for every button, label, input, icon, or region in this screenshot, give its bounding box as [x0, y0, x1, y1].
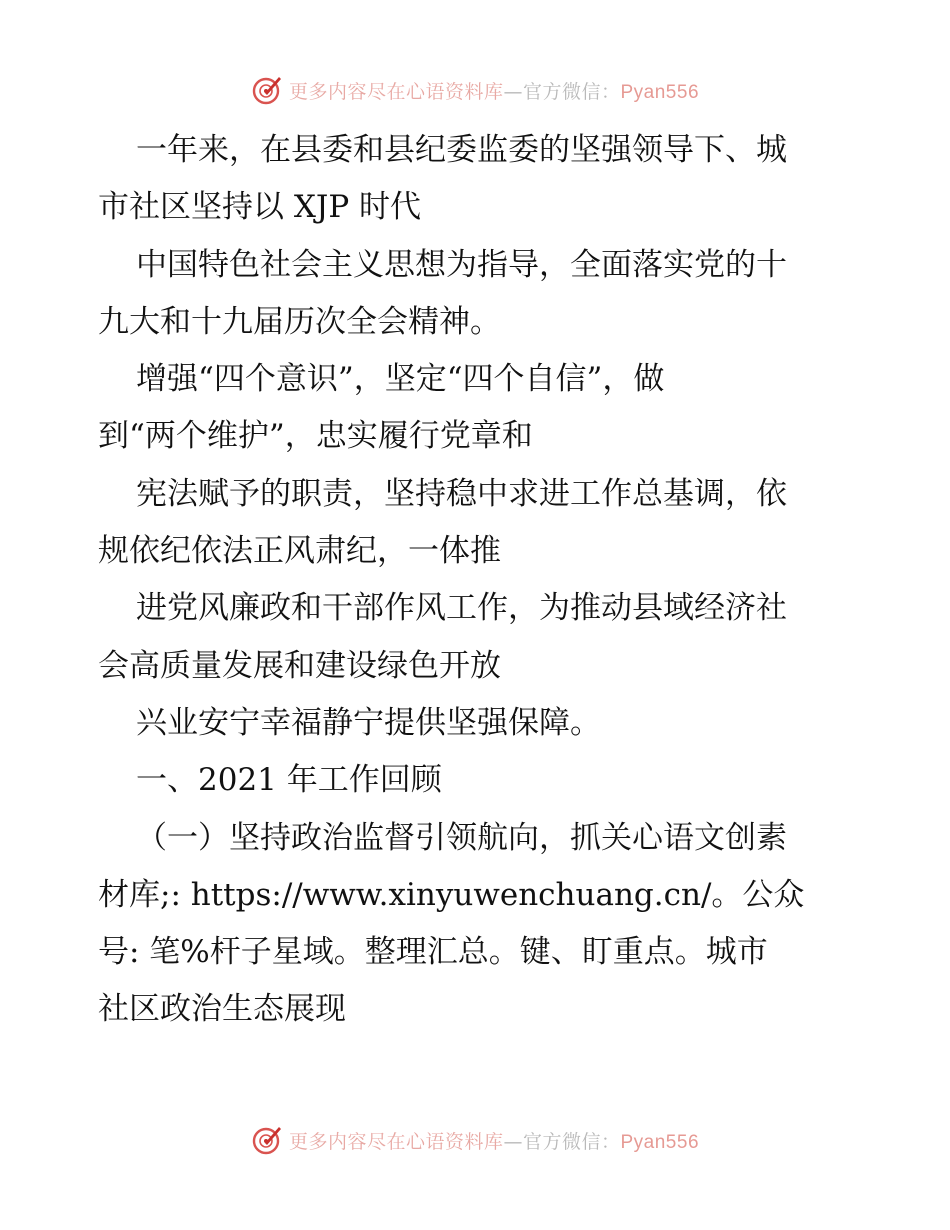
- watermark-wechat-label: 官方微信：: [522, 1130, 621, 1153]
- body-line: （一）坚持政治监督引领航向，抓关心语文创素: [136, 819, 787, 856]
- watermark-text: [289, 1127, 699, 1154]
- body-line: 宪法赋予的职责，坚持稳中求进工作总基调，依: [136, 475, 787, 512]
- document-body: [98, 122, 858, 1039]
- watermark-brand: 更多内容尽在心语资料库: [288, 80, 504, 103]
- watermark-wechat-label: 官方微信：: [522, 80, 621, 103]
- watermark-wechat-id: Pyan556: [620, 81, 700, 103]
- body-line: 号: 笔%杆子星域。整理汇总。键、盯重点。城市: [98, 934, 768, 971]
- body-line: 进党风廉政和干部作风工作，为推动县域经济社: [136, 590, 787, 627]
- body-line: 材库;: https://www.xinyuwenchuang.cn/。公众: [98, 876, 805, 913]
- watermark-text: [289, 77, 699, 104]
- watermark-dash: —: [503, 1130, 523, 1153]
- body-line: 一年来，在县委和县纪委监委的坚强领导下、城: [136, 132, 787, 168]
- body-line: 会高质量发展和建设绿色开放: [98, 647, 501, 684]
- body-line: 增强“四个意识”，坚定“四个自信”，做: [136, 361, 665, 398]
- section-heading: 一、2021 年工作回顾: [136, 762, 442, 799]
- body-line: 社区政治生态展现: [98, 991, 346, 1028]
- body-line: 九大和十九届历次全会精神。: [98, 303, 501, 340]
- watermark-footer: [0, 1120, 950, 1160]
- quill-logo-icon: [251, 74, 283, 106]
- watermark-dash: —: [503, 80, 523, 103]
- watermark-header: [0, 70, 950, 110]
- watermark-wechat-id: Pyan556: [620, 1131, 700, 1153]
- body-line: 兴业安宁幸福静宁提供坚强保障。: [136, 704, 601, 741]
- watermark-brand: 更多内容尽在心语资料库: [288, 1130, 504, 1153]
- body-line: 到“两个维护”，忠实履行党章和: [98, 418, 533, 455]
- body-line: 规依纪依法正风肃纪，一体推: [98, 533, 501, 570]
- body-line: 市社区坚持以 XJP 时代: [98, 189, 422, 226]
- body-line: 中国特色社会主义思想为指导，全面落实党的十: [136, 246, 787, 283]
- quill-logo-icon: [251, 1124, 283, 1156]
